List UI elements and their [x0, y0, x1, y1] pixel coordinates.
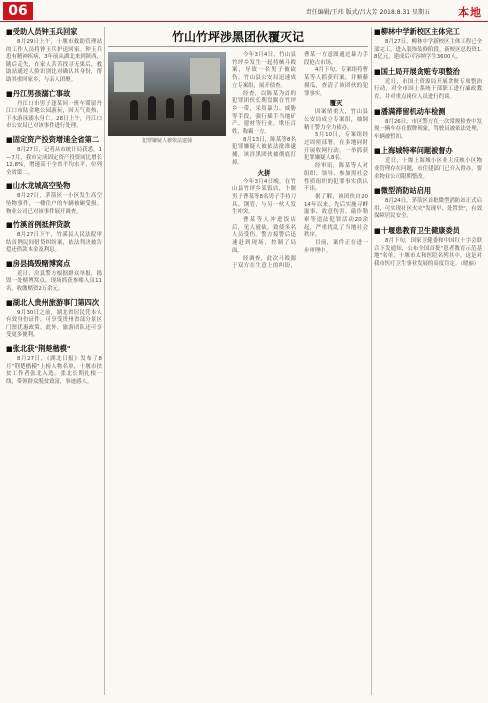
- news-item: [374, 146, 482, 181]
- news-item: [6, 27, 102, 85]
- column-divider: [371, 27, 372, 695]
- news-body: 8月27日，记者从市统计局获悉，1—7月，我市完成固定资产投资同比增长12.8%，增速高于全省平均水平，位列全省第二。: [6, 146, 102, 176]
- news-title: ■固定资产投资增速全省第二: [6, 134, 100, 144]
- news-title: ■十堰患教育卫生健康委员: [374, 225, 460, 235]
- building-shape: [114, 62, 144, 92]
- article-paragraph: 4月下旬，专案组将曹某等人抓获归案，并顺藤摸瓜，查清了该团伙的犯罪事实。: [304, 67, 368, 97]
- news-body: 8月27日下午，竹溪县人民法院审结首例民间借贷纠纷案，依法判决被告偿还借款本金及利息。: [6, 232, 102, 254]
- person-figure: [166, 98, 174, 118]
- news-item: [6, 259, 102, 294]
- news-title: ■柳林中学新校区主体完工: [374, 27, 460, 36]
- news-title: ■湖北人贵州旅游事门第四次: [6, 297, 100, 307]
- article-subheading: 火拼: [257, 168, 271, 177]
- news-item: [6, 220, 102, 255]
- article-paragraph: 经审讯，陈某等人对组织、领导、参加黑社会性质组织的犯罪事实供认不讳。: [304, 163, 368, 193]
- article-paragraph: 8月13日，陈某等8名犯罪嫌疑人被依法批准逮捕，该涉黑团伙被彻底打掉。: [232, 136, 296, 166]
- person-figure: [184, 95, 192, 121]
- article-paragraph: 今年3月4日晚，在竹山县竹坪乡某饭店，十堰男子曹某等8名男子手持刀具、钢管，与另一伙人发生冲突。: [232, 178, 296, 216]
- news-item: [374, 226, 482, 268]
- news-body: 8月27日，柳林中学新校区主体工程已全部完工，进入装饰装修阶段。新校区总投资1.8亿元，建成后可容纳学生3600人。: [374, 39, 482, 61]
- news-title: ■受助人员钟玉兵回家: [6, 27, 78, 36]
- news-photo: [108, 52, 226, 136]
- right-news-column: [374, 27, 482, 699]
- page-number: 06: [3, 2, 33, 20]
- news-body: 近日，市国土资源局开展贪赃专项整治行动，对全市国土系统干部职工进行廉政教育，并对重点岗位人员进行约谈。: [374, 78, 482, 100]
- news-item: [374, 107, 482, 142]
- article-paragraph: 5月10日，专案组经过周密部署，在多地同时开展收网行动，一举抓获犯罪嫌疑人8名。: [304, 132, 368, 162]
- person-figure: [202, 100, 210, 120]
- column-divider: [104, 27, 105, 695]
- news-item: [6, 181, 102, 216]
- news-item: [6, 89, 102, 131]
- news-title: ■张北获"荆楚楷模": [6, 344, 71, 354]
- news-item: [374, 67, 482, 102]
- article-subheading: 覆灭: [329, 99, 343, 108]
- news-item: [6, 344, 102, 386]
- section-name: 本地: [458, 6, 482, 19]
- news-body: 8月27日，《湖北日报》发布了8月"荆楚楷模"上榜人物名单，十堰市扶贫工作者张北入选。张北长期扎根一线，带领群众脱贫致富，事迹感人。: [6, 356, 102, 385]
- building-shape: [190, 58, 220, 94]
- news-title: ■微型消防站启用: [374, 186, 432, 196]
- article-paragraph: 因案情重大，竹山县公安局成立专案组，抽调精干警力全力侦办。: [304, 109, 368, 131]
- news-title: ■房县捣毁赌博窝点: [6, 258, 71, 268]
- article-title: 竹山竹坪涉黑团伙覆灭记: [108, 27, 368, 47]
- news-item: [6, 298, 102, 340]
- news-body: 近日，房县警方根据群众举报，捣毁一处赌博窝点，现场抓获参赌人员11名，收缴赌资2万余元。: [6, 270, 102, 293]
- news-title: ■山水龙城高空坠物: [6, 181, 71, 191]
- person-figure: [130, 100, 138, 120]
- left-news-column: [6, 27, 102, 699]
- article-paragraph: 曹某等人冲进饭店后，见人就砍，致使多名人员受伤。警方接警后迅速赶到现场，控制了局面。: [232, 217, 296, 254]
- news-body: 9月30日之前，湖北省居民凭本人有效身份证件，可享受贵州省部分景区门票优惠政策。此外，旅游团队还可享受更多便利。: [6, 309, 102, 339]
- news-body: 8月29日上午，十堰市救助管理站的工作人员将钟玉兵护送回家。钟玉兵患有精神疾病，3年前从湖北来到陕西，随后走失，在家人苦苦找寻无果后，救助站通过人脸识别比对确认其身份，帮助其重回家乡，与亲人团聚。: [6, 39, 102, 83]
- photo-caption: 犯罪嫌疑人被依法逮捕: [141, 138, 192, 144]
- news-body: 8月24日，茅箭区首批微型消防站正式启用，可实现社区火灾"发现早、处置快"，有效保障居民安全。: [374, 198, 482, 220]
- news-body: 近日，十堰上海城小区业主反映小区物业管理存在问题，市住建部门已介入督办，要求物业公司限期整改。: [374, 158, 482, 180]
- news-title: ■竹溪首例抵押贷款: [6, 220, 71, 230]
- news-body: 8月下旬，国家卫健委和中国红十字会联合下发通知，公布全国首批"患者教育示范基地"名单，十堰市太和医院名列其中。这是对我市医疗卫生事业发展的高度肯定。（晓丽）: [374, 237, 482, 267]
- news-title: ■丹江男孩溺亡事故: [6, 88, 71, 98]
- person-figure: [148, 96, 156, 120]
- article-paragraph: 据了解，该团伙自2014年以来，先后实施寻衅滋事、故意伤害、敲诈勒索等违法犯罪活动20余起，严重扰乱了当地社会秩序。: [304, 193, 368, 239]
- news-body: 8月27日，茅箭区一小区发生高空坠物事件，一楼住户的车辆被砸受损。物业公司已对该事件展开调查。: [6, 193, 102, 215]
- page-header: [0, 0, 488, 22]
- news-title: ■潘满滞留机动车检测: [374, 106, 446, 116]
- news-item: [374, 186, 482, 221]
- article-paragraph: 经调查，此次斗殴源于双方在生意上的纠纷，曹某一方意图通过暴力手段抢占市场。: [232, 52, 368, 270]
- article-paragraph: 经查，以陈某为首的犯罪团伙长期盘踞在竹坪乡一带，采用暴力、威胁等手段，强行插手当地矿产、建材等行业，欺压百姓，称霸一方。: [232, 90, 296, 136]
- article-paragraph: 今年3月4日，竹山县竹坪乡发生一起持械斗殴案，导致一名男子被砍伤。竹山县公安局迅速成立专案组，展开侦查。: [232, 52, 296, 89]
- news-item: [374, 27, 482, 62]
- news-body: 8月26日，市区警方在一次常规检查中发现一辆车存在假牌现象，驾驶员被依法处理，车辆被暂扣。: [374, 118, 482, 140]
- header-info: 责任编辑/王玮 版式/吕大芳 2018.8.31 星期五: [305, 9, 430, 16]
- main-article: [108, 27, 368, 699]
- news-item: [6, 135, 102, 177]
- news-title: ■上海城特率问题被督办: [374, 146, 453, 156]
- news-body: 丹江口市男子逢某同一班车滞留丹江口市陆金地公园游玩，因天气炎热，下水游泳溺水身亡。28日上午，丹江口市公安局已对该事件进行处理。: [6, 100, 102, 130]
- article-body: [232, 52, 368, 271]
- news-title: ■国土局开展贪赃专项整治: [374, 66, 460, 76]
- article-paragraph: 目前，案件正在进一步审理中。: [304, 240, 368, 254]
